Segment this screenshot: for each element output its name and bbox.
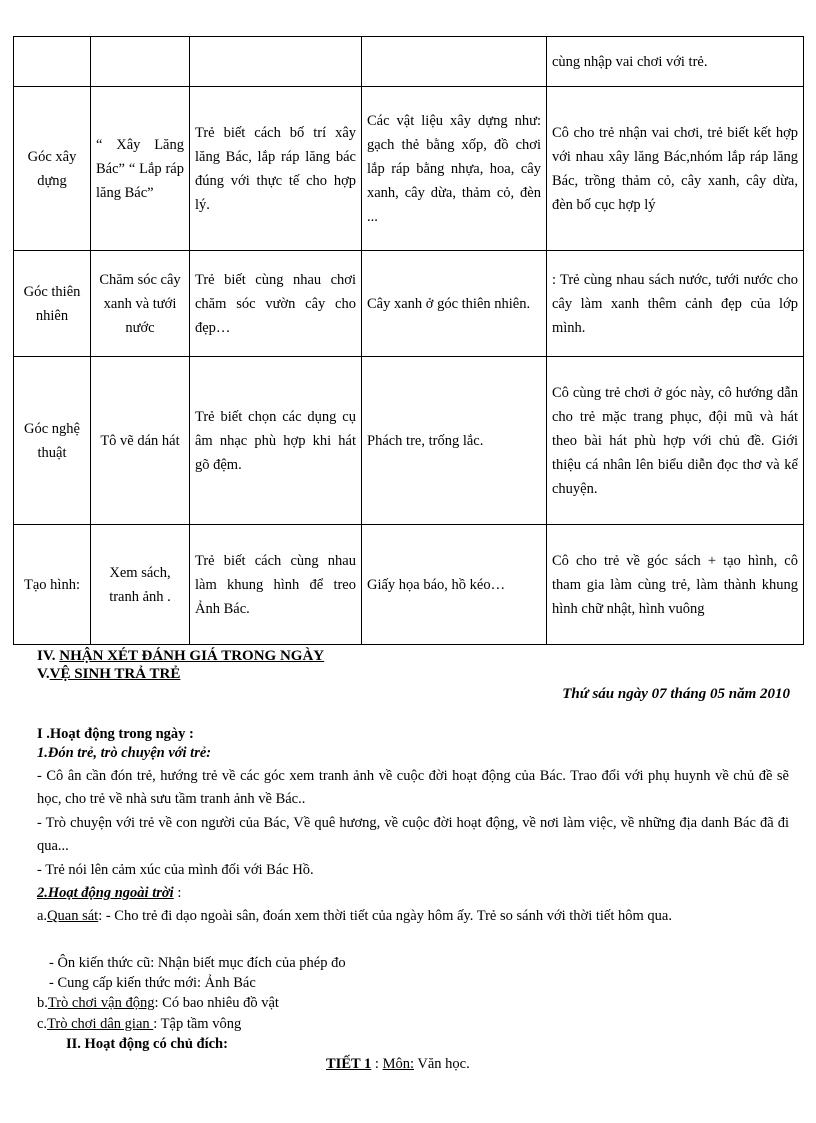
- motor-game-text: : Có bao nhiêu đồ vật: [154, 995, 279, 1011]
- outdoor-heading: 2.Hoạt động ngoài trời: [37, 885, 174, 901]
- subject-value: Văn học.: [413, 1056, 470, 1072]
- outdoor-colon: :: [173, 885, 182, 901]
- corner-cell: Tạo hình:: [14, 525, 91, 645]
- motor-game-line: [37, 993, 279, 1013]
- folk-game-label: Trò chơi dân gian: [47, 1016, 154, 1032]
- observe-label: Quan sát: [47, 908, 99, 924]
- activity-cell: Cô cùng trẻ chơi ở góc này, cô hướng dẫn cho trẻ mặc trang phục, đội mũ và hát theo bài hát phù hợp với chủ đề. Giới thiệu cá nhân lên biểu diễn đọc thơ và kể chuyện.: [547, 357, 804, 525]
- table-row: [14, 525, 804, 645]
- section-v-heading: [37, 666, 180, 682]
- goal-cell: [190, 37, 362, 87]
- folk-game-prefix: c.: [37, 1016, 48, 1032]
- goal-cell: Trẻ biết cách cùng nhau làm khung hình để treo Ảnh Bác.: [190, 525, 362, 645]
- lesson-sep: :: [371, 1056, 383, 1072]
- observe-prefix: a.: [37, 908, 48, 924]
- part1-sub1: 1.Đón trẻ, trò chuyện với trẻ:: [37, 745, 212, 761]
- materials-cell: [362, 37, 547, 87]
- list-item: - Cung cấp kiến thức mới: Ảnh Bác: [49, 975, 256, 991]
- folk-game-text: : Tập tầm vông: [153, 1016, 242, 1032]
- folk-game-line: [37, 1014, 241, 1034]
- section-v-prefix: V.: [37, 666, 50, 682]
- section-iv-heading: [37, 648, 324, 664]
- list-item: - Ôn kiến thức cũ: Nhận biết mục đích của phép đo: [49, 955, 346, 971]
- corner-cell: [14, 37, 91, 87]
- part2-title: II. Hoạt động có chủ đích:: [66, 1036, 228, 1052]
- theme-cell: “ Xây Lăng Bác” “ Lắp ráp lăng Bác”: [91, 87, 190, 251]
- lesson-line: [326, 1054, 470, 1074]
- paragraph: - Trò chuyện với trẻ về con người của Bác, Về quê hương, về cuộc đời hoạt động, về nơi làm việc, về những địa danh Bác đã đi qua...: [37, 815, 789, 854]
- part1-sub2: [37, 885, 181, 902]
- goal-cell: Trẻ biết cùng nhau chơi chăm sóc vườn cây cho đẹp…: [190, 251, 362, 357]
- observe-text: : - Cho trẻ đi dạo ngoài sân, đoán xem thời tiết của ngày hôm ấy. Trẻ so sánh với thời tiết hôm qua.: [98, 908, 672, 924]
- date-line: Thứ sáu ngày 07 tháng 05 năm 2010: [562, 686, 790, 702]
- theme-cell: Chăm sóc cây xanh và tưới nước: [91, 251, 190, 357]
- lesson-label: TIẾT 1: [326, 1056, 372, 1072]
- table-row: [14, 87, 804, 251]
- corner-cell: Góc nghệ thuật: [14, 357, 91, 525]
- activity-corners-table: [13, 36, 804, 645]
- section-v-title: VỆ SINH TRẢ TRẺ: [49, 666, 181, 682]
- materials-cell: Các vật liệu xây dựng như: gạch thẻ bằng xốp, đồ chơi lắp ráp bằng nhựa, hoa, cây xanh, cây dừa, thảm cỏ, đèn ...: [362, 87, 547, 251]
- section-iv-prefix: IV.: [37, 648, 60, 664]
- goal-cell: Trẻ biết chọn các dụng cụ âm nhạc phù hợp khi hát gõ đệm.: [190, 357, 362, 525]
- activity-cell: : Trẻ cùng nhau sách nước, tưới nước cho cây làm xanh thêm cảnh đẹp của lớp mình.: [547, 251, 804, 357]
- motor-game-prefix: b.: [37, 995, 48, 1011]
- subject-label: Môn:: [382, 1056, 414, 1072]
- corner-cell: Góc xây dựng: [14, 87, 91, 251]
- corner-cell: Góc thiên nhiên: [14, 251, 91, 357]
- paragraph: - Cô ân cần đón trẻ, hướng trẻ về các góc xem tranh ảnh về cuộc đời hoạt động của Bác. Trao đổi với phụ huynh về chủ đề sẽ học, cho trẻ về nhà sưu tầm tranh ảnh về Bác..: [37, 768, 789, 807]
- materials-cell: Cây xanh ở góc thiên nhiên.: [362, 251, 547, 357]
- materials-cell: Giấy họa báo, hồ kéo…: [362, 525, 547, 645]
- theme-cell: Xem sách, tranh ảnh .: [91, 525, 190, 645]
- observe-paragraph: [37, 905, 789, 928]
- table-row: [14, 251, 804, 357]
- theme-cell: [91, 37, 190, 87]
- theme-cell: Tô vẽ dán hát: [91, 357, 190, 525]
- activity-cell: cùng nhập vai chơi với trẻ.: [547, 37, 804, 87]
- activity-cell: Cô cho trẻ nhận vai chơi, trẻ biết kết hợp với nhau xây lăng Bác,nhóm lắp ráp lăng Bác, trồng thảm cỏ, cây xanh, cây dừa, đèn bố cục hợp lý: [547, 87, 804, 251]
- paragraph: - Trẻ nói lên cảm xúc của mình đối với Bác Hồ.: [37, 862, 314, 878]
- motor-game-label: Trò chơi vận động: [47, 995, 155, 1011]
- materials-cell: Phách tre, trống lắc.: [362, 357, 547, 525]
- goal-cell: Trẻ biết cách bố trí xây lăng Bác, lắp ráp lăng bác đúng với thực tế cho hợp lý.: [190, 87, 362, 251]
- part1-title: I .Hoạt động trong ngày :: [37, 726, 194, 742]
- section-iv-title: NHẬN XÉT ĐÁNH GIÁ TRONG NGÀY: [59, 648, 325, 664]
- table-row: [14, 357, 804, 525]
- activity-cell: Cô cho trẻ về góc sách + tạo hình, cô tham gia làm cùng trẻ, làm thành khung hình chữ nhật, hình vuông: [547, 525, 804, 645]
- table-row: [14, 37, 804, 87]
